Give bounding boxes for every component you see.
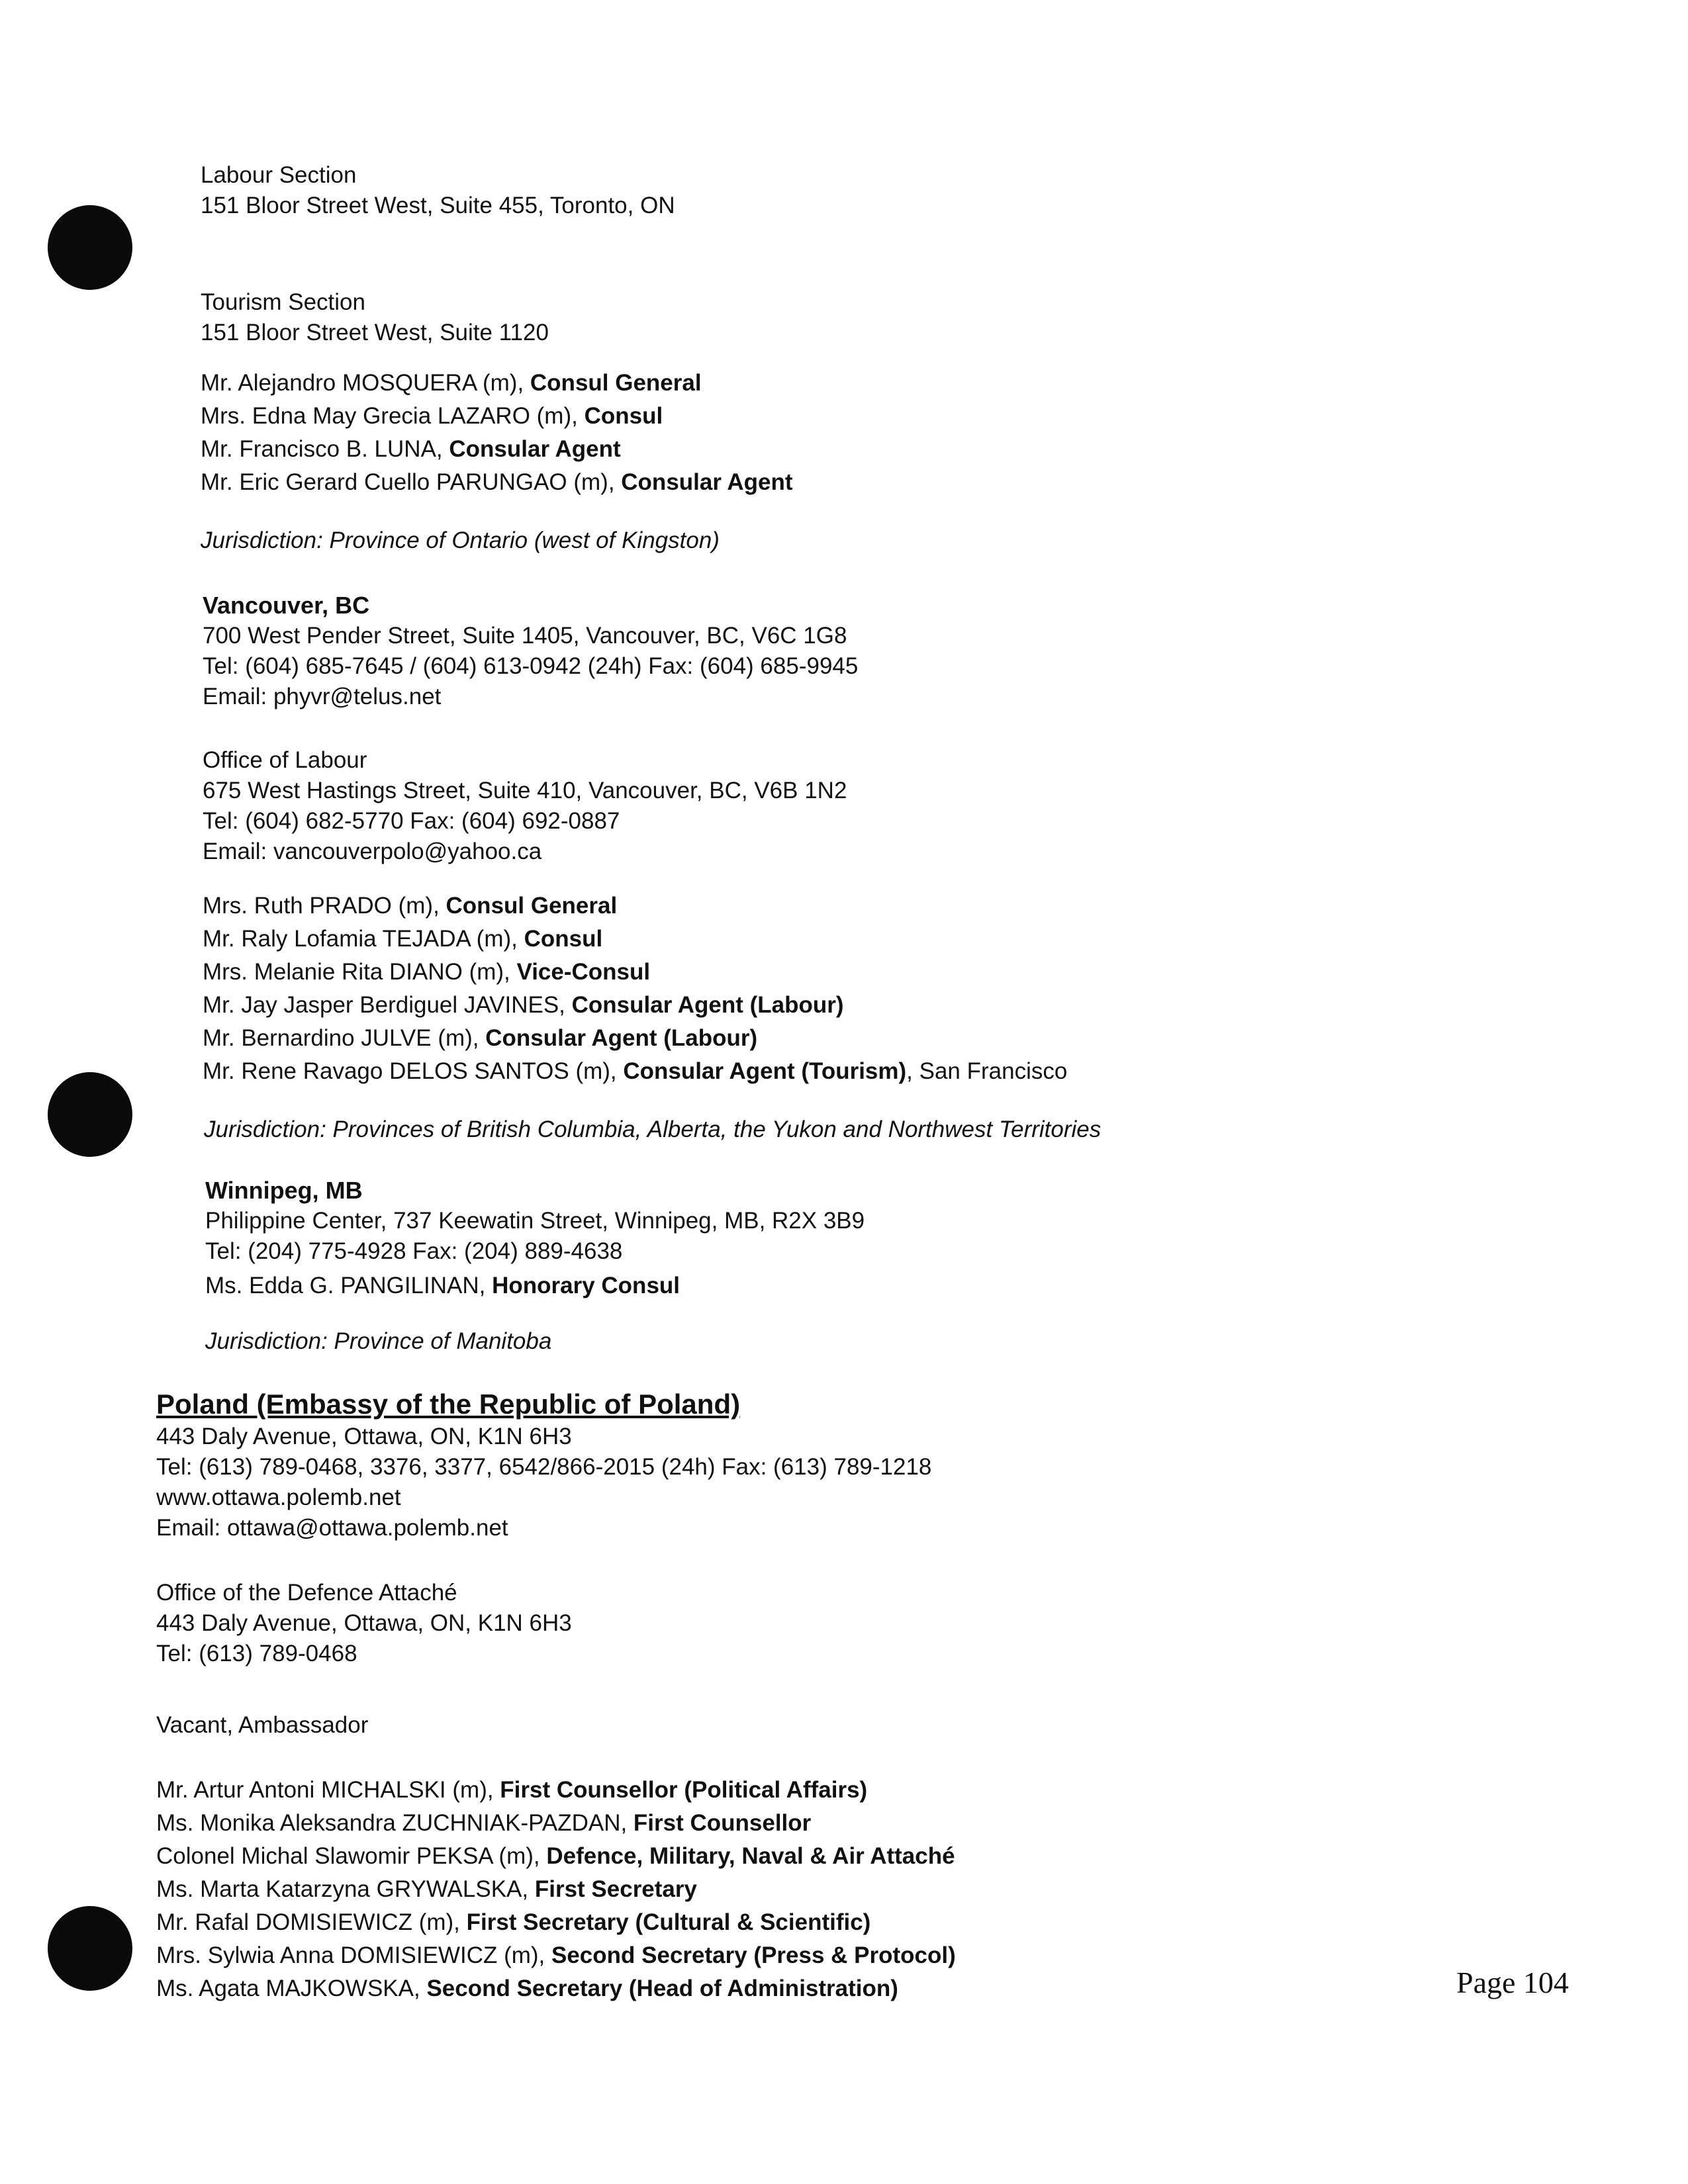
poland-block — [156, 1387, 931, 1543]
punch-hole-top — [48, 205, 132, 290]
defence-office-tel: Tel: (613) 789-0468 — [156, 1641, 357, 1666]
vancouver-address: 700 West Pender Street, Suite 1405, Vancouver, BC, V6C 1G8 — [203, 623, 847, 649]
labour-section-name: Labour Section — [201, 162, 357, 188]
toronto-staff-list — [201, 367, 793, 499]
labour-section-block — [201, 160, 675, 221]
winnipeg-block — [205, 1175, 865, 1301]
winnipeg-address: Philippine Center, 737 Keewatin Street, Winnipeg, MB, R2X 3B9 — [205, 1208, 865, 1234]
staff-entry: Mr. Rafal DOMISIEWICZ (m), First Secretary (Cultural & Scientific) — [156, 1909, 871, 1935]
office-of-labour-name: Office of Labour — [203, 747, 367, 773]
defence-office-name: Office of the Defence Attaché — [156, 1580, 457, 1606]
staff-entry: Ms. Agata MAJKOWSKA, Second Secretary (Head of Administration) — [156, 1976, 898, 2001]
winnipeg-heading: Winnipeg, MB — [205, 1177, 363, 1204]
defence-office-address: 443 Daly Avenue, Ottawa, ON, K1N 6H3 — [156, 1610, 572, 1636]
tourism-section-block — [201, 287, 549, 348]
poland-staff-list — [156, 1774, 956, 2005]
staff-entry: Ms. Monika Aleksandra ZUCHNIAK-PAZDAN, First Counsellor — [156, 1810, 812, 1836]
tourism-section-address: 151 Bloor Street West, Suite 1120 — [201, 320, 549, 345]
vancouver-heading: Vancouver, BC — [203, 592, 370, 619]
office-of-labour-tel: Tel: (604) 682-5770 Fax: (604) 692-0887 — [203, 808, 620, 834]
staff-entry: Ms. Marta Katarzyna GRYWALSKA, First Secretary — [156, 1876, 697, 1902]
staff-entry: Mrs. Sylwia Anna DOMISIEWICZ (m), Second Secretary (Press & Protocol) — [156, 1942, 956, 1968]
staff-entry: Mr. Alejandro MOSQUERA (m), Consul General — [201, 370, 702, 396]
office-of-labour-email: Email: vancouverpolo@yahoo.ca — [203, 839, 542, 864]
poland-address: 443 Daly Avenue, Ottawa, ON, K1N 6H3 — [156, 1424, 572, 1449]
staff-entry: Mrs. Melanie Rita DIANO (m), Vice-Consul — [203, 959, 651, 985]
staff-entry: Mrs. Edna May Grecia LAZARO (m), Consul — [201, 403, 663, 429]
winnipeg-jurisdiction: Jurisdiction: Province of Manitoba — [205, 1328, 552, 1354]
vancouver-jurisdiction: Jurisdiction: Provinces of British Columbia, Alberta, the Yukon and Northwest Territories — [204, 1116, 1102, 1142]
defence-office-block — [156, 1578, 572, 1669]
staff-entry: Mr. Eric Gerard Cuello PARUNGAO (m), Consular Agent — [201, 469, 793, 495]
staff-entry: Mrs. Ruth PRADO (m), Consul General — [203, 893, 618, 919]
vancouver-staff-list — [203, 889, 1067, 1088]
toronto-jurisdiction: Jurisdiction: Province of Ontario (west of Kingston) — [201, 527, 720, 553]
vancouver-block — [203, 590, 858, 712]
poland-tel: Tel: (613) 789-0468, 3376, 3377, 6542/866-2015 (24h) Fax: (613) 789-1218 — [156, 1454, 932, 1480]
staff-entry: Mr. Artur Antoni MICHALSKI (m), First Counsellor (Political Affairs) — [156, 1777, 868, 1803]
vancouver-tel: Tel: (604) 685-7645 / (604) 613-0942 (24h) Fax: (604) 685-9945 — [203, 653, 859, 679]
staff-entry: Ms. Edda G. PANGILINAN, Honorary Consul — [205, 1273, 680, 1298]
staff-entry: Mr. Raly Lofamia TEJADA (m), Consul — [203, 926, 603, 952]
staff-entry: Mr. Rene Ravago DELOS SANTOS (m), Consular Agent (Tourism), San Francisco — [203, 1058, 1068, 1084]
office-of-labour-block — [203, 745, 847, 867]
poland-ambassador: Vacant, Ambassador — [156, 1712, 369, 1738]
staff-entry: Mr. Bernardino JULVE (m), Consular Agent (Labour) — [203, 1025, 758, 1051]
poland-email: Email: ottawa@ottawa.polemb.net — [156, 1515, 508, 1541]
poland-heading: Poland (Embassy of the Republic of Poland) — [156, 1388, 741, 1420]
tourism-section-name: Tourism Section — [201, 289, 365, 315]
staff-entry: Colonel Michal Slawomir PEKSA (m), Defence, Military, Naval & Air Attaché — [156, 1843, 955, 1869]
page-number: Page 104 — [1456, 1966, 1569, 1999]
punch-hole-bottom — [48, 1906, 132, 1991]
staff-entry: Mr. Jay Jasper Berdiguel JAVINES, Consular Agent (Labour) — [203, 992, 844, 1018]
labour-section-address: 151 Bloor Street West, Suite 455, Toronto, ON — [201, 193, 675, 218]
punch-hole-middle — [48, 1072, 132, 1157]
office-of-labour-address: 675 West Hastings Street, Suite 410, Vancouver, BC, V6B 1N2 — [203, 778, 847, 803]
staff-entry: Mr. Francisco B. LUNA, Consular Agent — [201, 436, 621, 462]
winnipeg-tel: Tel: (204) 775-4928 Fax: (204) 889-4638 — [205, 1238, 623, 1264]
poland-website: www.ottawa.polemb.net — [156, 1484, 401, 1510]
vancouver-email: Email: phyvr@telus.net — [203, 684, 442, 709]
